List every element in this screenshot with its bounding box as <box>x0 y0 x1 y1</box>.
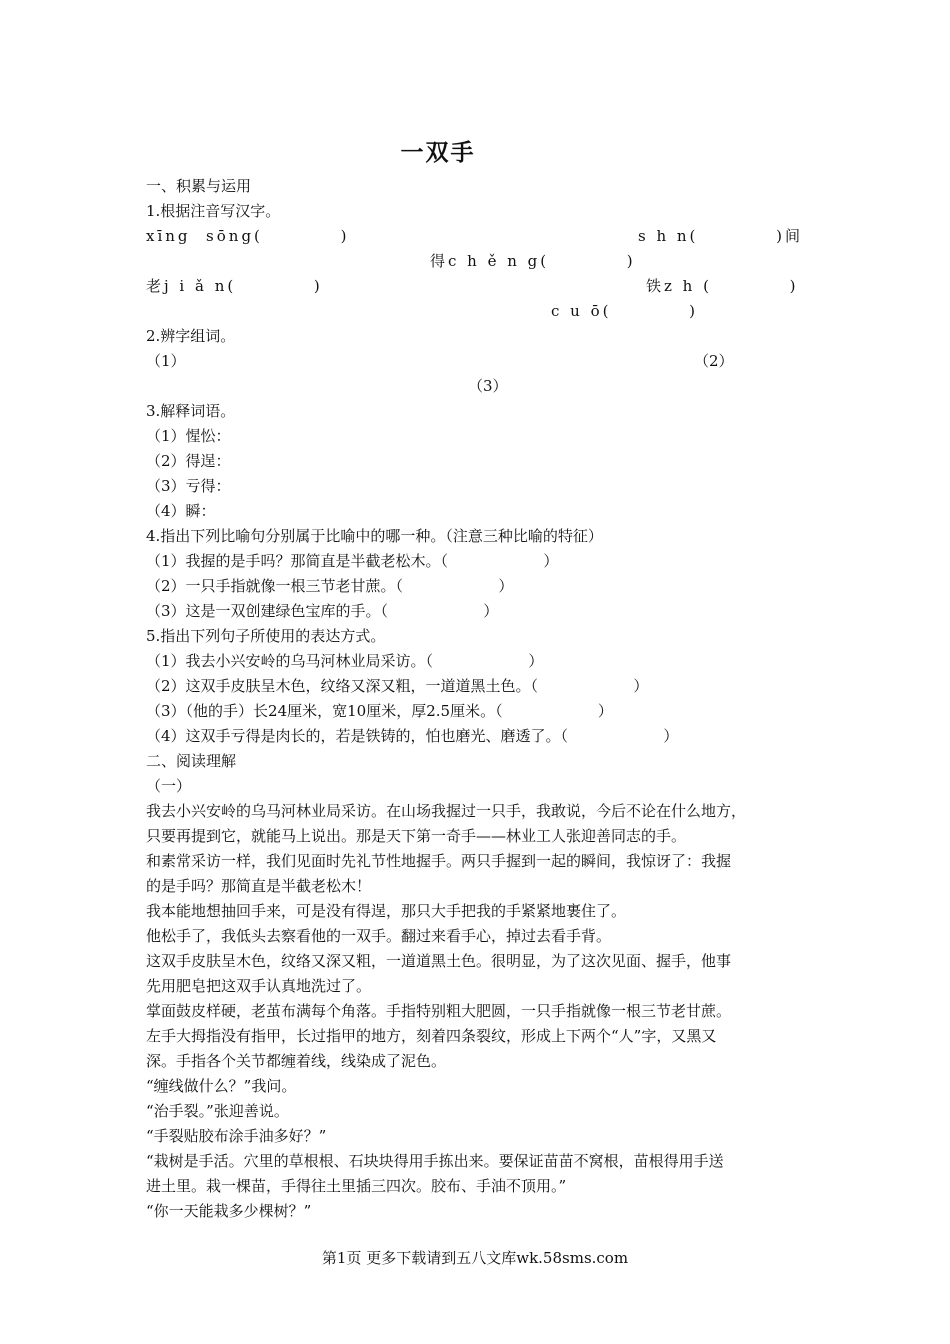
list-item: （3）（他的手）长24厘米，宽10厘米，厚2.5厘米。（ ） <box>146 702 613 720</box>
word-group-item: （3） <box>468 377 508 395</box>
question-heading: 3.解释词语。 <box>146 402 236 420</box>
page-title: 一双手 <box>400 140 476 166</box>
list-item: （2）一只手指就像一根三节老甘蔗。（ ） <box>146 577 514 595</box>
passage-line: 这双手皮肤呈木色，纹络又深又粗，一道道黑土色。很明显，为了这次见面、握手，他事 <box>146 952 732 970</box>
passage-line: 先用肥皂把这双手认真地洗过了。 <box>146 977 372 995</box>
pinyin-item: 老j i ǎ n( ) <box>146 277 323 295</box>
passage-line: 深。手指各个关节都缠着线，线染成了泥色。 <box>146 1052 447 1070</box>
passage-line: “你一天能栽多少棵树？” <box>146 1202 312 1220</box>
passage-line: “治手裂。”张迎善说。 <box>146 1102 289 1120</box>
pinyin-item: s h n( )间 <box>638 227 803 245</box>
passage-line: 掌面鼓皮样硬，老茧布满每个角落。手指特别粗大肥圆，一只手指就像一根三节老甘蔗。 <box>146 1002 732 1020</box>
passage-line: 和素常采访一样，我们见面时先礼节性地握手。两只手握到一起的瞬间，我惊讶了：我握 <box>146 852 732 870</box>
list-item: （2）得逞： <box>146 452 231 470</box>
passage-line: 我去小兴安岭的乌马河林业局采访。在山场我握过一只手，我敢说，今后不论在什么地方， <box>146 802 747 820</box>
pinyin-item: xīng sōng( ) <box>146 227 350 245</box>
passage-line: 只要再提到它，就能马上说出。那是天下第一奇手——林业工人张迎善同志的手。 <box>146 827 687 845</box>
question-heading: 2.辨字组词。 <box>146 327 236 345</box>
passage-line: 左手大拇指没有指甲，长过指甲的地方，刻着四条裂纹，形成上下两个“人”字，又黑又 <box>146 1027 717 1045</box>
passage-line: “缠线做什么？”我问。 <box>146 1077 297 1095</box>
page-footer: 第1页 更多下载请到五八文库wk.58sms.com <box>321 1249 629 1267</box>
pinyin-item: 铁z h ( ) <box>646 277 799 295</box>
section-heading: 一、积累与运用 <box>146 177 252 195</box>
section-heading: 二、阅读理解 <box>146 752 237 770</box>
word-group-item: （2） <box>694 352 734 370</box>
pinyin-item: 得c h ě n g( ) <box>430 252 636 270</box>
question-heading: 4.指出下列比喻句分别属于比喻中的哪一种。（注意三种比喻的特征） <box>146 527 603 545</box>
list-item: （1）我去小兴安岭的乌马河林业局采访。（ ） <box>146 652 544 670</box>
passage-line: “手裂贴胶布涂手油多好？” <box>146 1127 327 1145</box>
word-group-item: （1） <box>146 352 186 370</box>
subsection-label: （一） <box>146 777 192 795</box>
list-item: （4）这双手亏得是肉长的，若是铁铸的，怕也磨光、磨透了。（ ） <box>146 727 679 745</box>
list-item: （2）这双手皮肤呈木色，纹络又深又粗，一道道黑土色。（ ） <box>146 677 649 695</box>
question-heading: 1.根据注音写汉字。 <box>146 202 281 220</box>
question-heading: 5.指出下列句子所使用的表达方式。 <box>146 627 386 645</box>
list-item: （3）亏得： <box>146 477 231 495</box>
list-item: （1）我握的是手吗？那简直是半截老松木。（ ） <box>146 552 559 570</box>
passage-line: “栽树是手活。穴里的草根根、石块块得用手拣出来。要保证苗苗不窝根，苗根得用手送 <box>146 1152 724 1170</box>
list-item: （1）惺忪： <box>146 427 231 445</box>
list-item: （3）这是一双创建绿色宝库的手。（ ） <box>146 602 499 620</box>
passage-line: 的是手吗？那简直是半截老松木！ <box>146 877 372 895</box>
passage-line: 他松手了，我低头去察看他的一双手。翻过来看手心，掉过去看手背。 <box>146 927 612 945</box>
passage-line: 我本能地想抽回手来，可是没有得逞，那只大手把我的手紧紧地裹住了。 <box>146 902 627 920</box>
pinyin-item: c u ō( ) <box>551 302 699 320</box>
list-item: （4）瞬： <box>146 502 216 520</box>
passage-line: 进土里。栽一棵苗，手得往土里插三四次。胶布、手油不顶用。” <box>146 1177 567 1195</box>
